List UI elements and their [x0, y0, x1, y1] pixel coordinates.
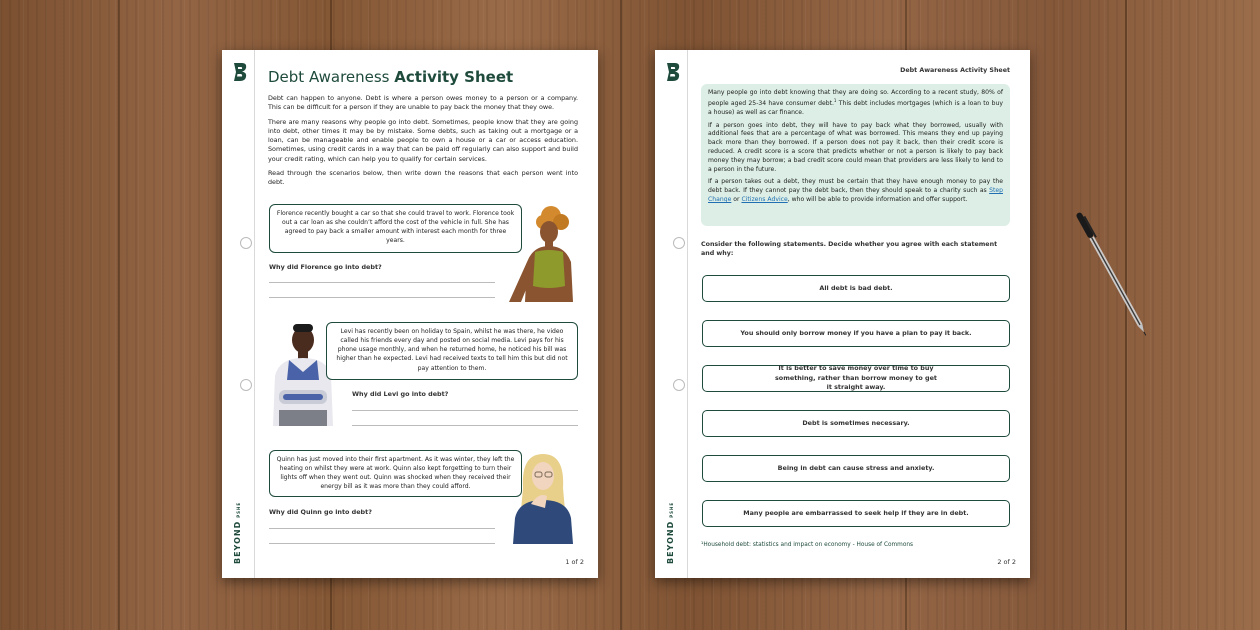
- page-content: [268, 68, 578, 193]
- intro-paragraph: Debt can happen to anyone. Debt is where a person owes money to a person or a company. This can be difficult for a person if they are unable to pay back the money that they owe.: [268, 94, 578, 112]
- page-spine: [254, 50, 255, 578]
- page-number: 1 of 2: [565, 558, 584, 566]
- page-number: 2 of 2: [997, 558, 1016, 566]
- info-box: [701, 84, 1010, 226]
- statement-box: Many people are embarrassed to seek help if they are in debt.: [702, 500, 1010, 527]
- answer-line[interactable]: [269, 282, 495, 283]
- punch-hole: [240, 379, 252, 391]
- answer-line[interactable]: [269, 528, 495, 529]
- brand-wordmark: BEYONDPSHE: [666, 501, 675, 564]
- info-paragraph-1: Many people go into debt knowing that they are doing so. According to a recent study, 80% of people aged 25-34 have consumer debt.$^1$ This debt includes mortgages (which is a loan to buy a house) as well as car finance.: [708, 89, 1004, 116]
- info-paragraph-2: If a person goes into debt, they will have to pay back what they borrowed, usually with additional fees that are a percentage of what was borrowed. This means they end up paying back more than they borrowed. If a person does not pay it back, then their credit score is reduced. A credit score is a score that predicts whether or not a person is likely to pay back money they may borrow; a bad credit score could mean that providers are less likely to lend to a person in the future.: [708, 121, 1003, 173]
- florence-illustration-icon: [499, 202, 579, 302]
- brand-wordmark: BEYONDPSHE: [233, 501, 242, 564]
- quinn-illustration-icon: [509, 448, 577, 546]
- scenario-florence-bubble: Florence recently bought a car so that she could travel to work. Florence took out a car loan as she couldn’t afford the cost of the vehicle in full. She has agreed to pay back a smaller amount with interest each month for three years.: [269, 204, 522, 253]
- question-levi: Why did Levi go into debt?: [352, 390, 449, 398]
- statement-box: Debt is sometimes necessary.: [702, 410, 1010, 437]
- worksheet-page-1: [222, 50, 598, 578]
- statement-box: Being in debt can cause stress and anxiety.: [702, 455, 1010, 482]
- plank-seam: [620, 0, 622, 630]
- page-title: Debt Awareness Activity Sheet: [268, 68, 514, 86]
- plank-seam: [118, 0, 120, 630]
- statement-box: It is better to save money over time to buy something, rather than borrow money to get it straight away.: [702, 365, 1010, 392]
- punch-hole: [240, 237, 252, 249]
- beyond-logo-icon: [232, 62, 248, 82]
- scenario-quinn-bubble: Quinn has just moved into their first apartment. As it was winter, they left the heating on whilst they were at work. Quinn also kept forgetting to turn their lights off when they went out. Quinn was shocked when they received their energy bill as it was more than they could afford.: [269, 450, 522, 497]
- question-quinn: Why did Quinn go into debt?: [269, 508, 372, 516]
- statement-box: All debt is bad debt.: [702, 275, 1010, 302]
- question-florence: Why did Florence go into debt?: [269, 263, 382, 271]
- plank-seam: [1125, 0, 1127, 630]
- statement-box: You should only borrow money if you have a plan to pay it back.: [702, 320, 1010, 347]
- worksheet-page-2: [655, 50, 1030, 578]
- answer-line[interactable]: [352, 425, 578, 426]
- footnote-link[interactable]: ¹Household debt: statistics and impact on economy - House of Commons: [701, 542, 914, 548]
- page-header: Debt Awareness Activity Sheet: [900, 67, 1010, 74]
- answer-line[interactable]: [352, 410, 578, 411]
- page-spine: [687, 50, 688, 578]
- answer-line[interactable]: [269, 297, 495, 298]
- statements-instruction: Consider the following statements. Decide whether you agree with each statement and why:: [701, 241, 998, 258]
- citizens-advice-link[interactable]: Citizens Advice: [741, 196, 788, 204]
- answer-line[interactable]: [269, 543, 495, 544]
- instruction-paragraph: Read through the scenarios below, then write down the reasons that each person went into debt.: [268, 168, 578, 187]
- scenario-levi-bubble: Levi has recently been on holiday to Spain, whilst he was there, he video called his friends every day and posted on social media. Levi pays for his phone usage monthly, and when he returned home, he noticed his bill was higher than he expected. Levi had received texts to tell him this but did not pay attention to them.: [326, 322, 578, 380]
- punch-hole: [673, 379, 685, 391]
- info-paragraph-3: If a person takes out a debt, they must be certain that they have enough money to pay the debt back. If they cannot pay the debt back, then they should speak to a charity such as Step Change or Citizens Advice, who will be able to provide information and offer support.: [708, 178, 1003, 204]
- pen-icon: [1074, 211, 1151, 338]
- beyond-logo-icon: [665, 62, 681, 82]
- reasons-paragraph: There are many reasons why people go into debt. Sometimes, people know that they are going into debt, other times it may be by mistake. Some debts, such as taking out a mortgage or a loan, can be manageable and enable people to own a house or a car or access education. Sometimes, using credit cards in a way that can be paid off regularly can also support and build your credit rating, which can help you to qualify for certain services.: [268, 117, 578, 163]
- punch-hole: [673, 237, 685, 249]
- step-change-link[interactable]: Step Change: [708, 187, 1003, 204]
